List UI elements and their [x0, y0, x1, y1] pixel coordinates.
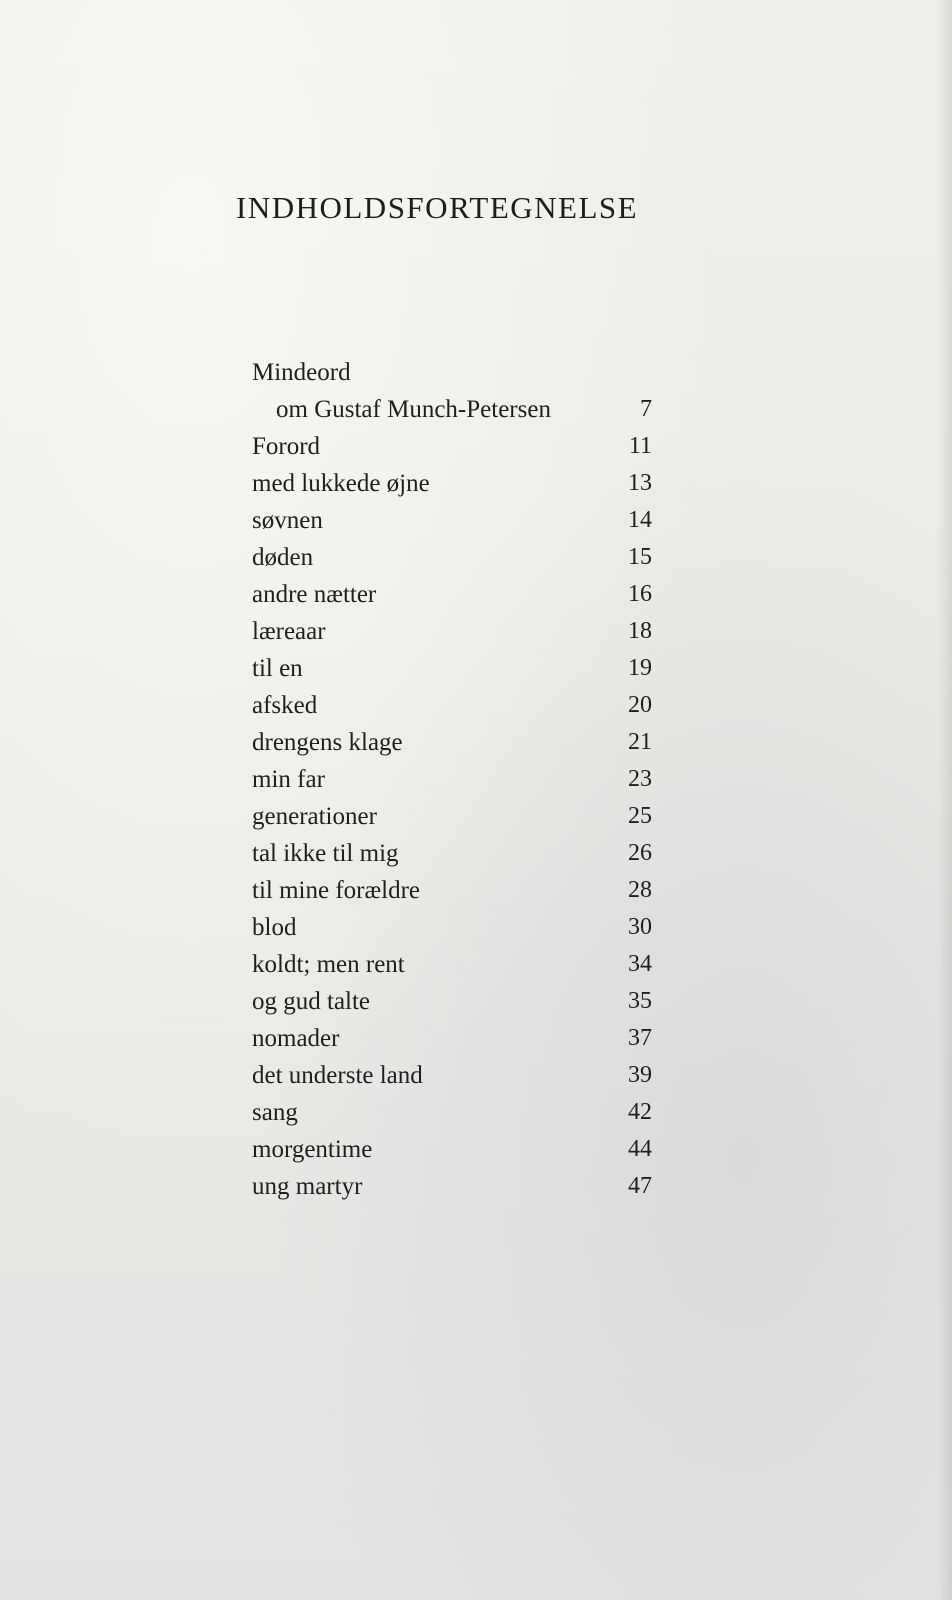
toc-entry — [252, 428, 662, 465]
toc-entry-page-number: 42 — [628, 1099, 652, 1125]
toc-entry-page-number: 26 — [628, 840, 652, 866]
toc-entry-title: det underste land — [252, 1062, 423, 1089]
toc-entry-title: afsked — [252, 692, 318, 719]
toc-entry-title: til en — [252, 655, 303, 682]
toc-entry-title: ung martyr — [252, 1173, 363, 1200]
toc-entry-page-number: 47 — [628, 1173, 652, 1199]
toc-entry-title: drengens klage — [252, 729, 403, 756]
toc-entry-page-number: 16 — [628, 581, 652, 607]
table-of-contents — [252, 354, 662, 1205]
toc-entry-title: med lukkede øjne — [252, 470, 430, 497]
toc-entry — [252, 872, 662, 909]
toc-entry-page-number: 23 — [628, 766, 652, 792]
page-title: INDHOLDSFORTEGNELSE — [236, 190, 639, 225]
toc-entry-title: og gud talte — [252, 988, 371, 1015]
toc-entry — [252, 502, 662, 539]
toc-entry — [252, 1168, 662, 1205]
toc-entry-page-number: 7 — [640, 396, 652, 422]
toc-entry-title: døden — [252, 544, 314, 571]
toc-entry-title: om Gustaf Munch-Petersen — [276, 396, 551, 423]
toc-entry — [252, 761, 662, 798]
toc-entry-title: søvnen — [252, 507, 323, 534]
toc-entry — [252, 1131, 662, 1168]
toc-entry-page-number: 28 — [628, 877, 652, 903]
toc-entry — [252, 576, 662, 613]
toc-entry-title: morgentime — [252, 1136, 373, 1163]
toc-entry-page-number: 34 — [628, 951, 652, 977]
toc-entry-title-first-line: Mindeord — [252, 359, 351, 386]
toc-entry — [252, 465, 662, 502]
toc-entry-page-number: 44 — [628, 1136, 652, 1162]
toc-entry-title: blod — [252, 914, 297, 941]
toc-entry-title: generationer — [252, 803, 377, 830]
toc-entry-page-number: 15 — [628, 544, 652, 570]
toc-entry-page-number: 35 — [628, 988, 652, 1014]
toc-entry-page-number: 19 — [628, 655, 652, 681]
toc-entry — [252, 539, 662, 576]
toc-entry — [252, 724, 662, 761]
toc-entry-page-number: 21 — [628, 729, 652, 755]
toc-entry — [252, 1020, 662, 1057]
toc-entry-page-number: 25 — [628, 803, 652, 829]
page-edge-shadow — [938, 0, 952, 1600]
toc-entry — [252, 798, 662, 835]
toc-entry-page-number: 30 — [628, 914, 652, 940]
toc-entry-page-number: 18 — [628, 618, 652, 644]
toc-entry-title: læreaar — [252, 618, 326, 645]
toc-entry-title: sang — [252, 1099, 298, 1126]
toc-entry-title: koldt; men rent — [252, 951, 405, 978]
toc-entry — [252, 391, 662, 428]
toc-entry-page-number: 13 — [628, 470, 652, 496]
toc-entry — [252, 983, 662, 1020]
toc-entry-title: Forord — [252, 433, 321, 460]
toc-entry-page-number: 39 — [628, 1062, 652, 1088]
toc-entry — [252, 650, 662, 687]
toc-entry-title: andre nætter — [252, 581, 377, 608]
toc-entry — [252, 687, 662, 724]
toc-entry — [252, 1094, 662, 1131]
toc-entry-page-number: 37 — [628, 1025, 652, 1051]
toc-entry-title: tal ikke til mig — [252, 840, 399, 867]
toc-entry — [252, 1057, 662, 1094]
toc-entry-page-number: 20 — [628, 692, 652, 718]
toc-entry-page-number: 14 — [628, 507, 652, 533]
toc-entry-title: nomader — [252, 1025, 340, 1052]
toc-entry-title: min far — [252, 766, 325, 793]
toc-entry — [252, 909, 662, 946]
toc-entry — [252, 946, 662, 983]
toc-entry-title: til mine forældre — [252, 877, 421, 904]
toc-entry-page-number: 11 — [628, 433, 652, 459]
toc-entry — [252, 835, 662, 872]
toc-entry — [252, 613, 662, 650]
